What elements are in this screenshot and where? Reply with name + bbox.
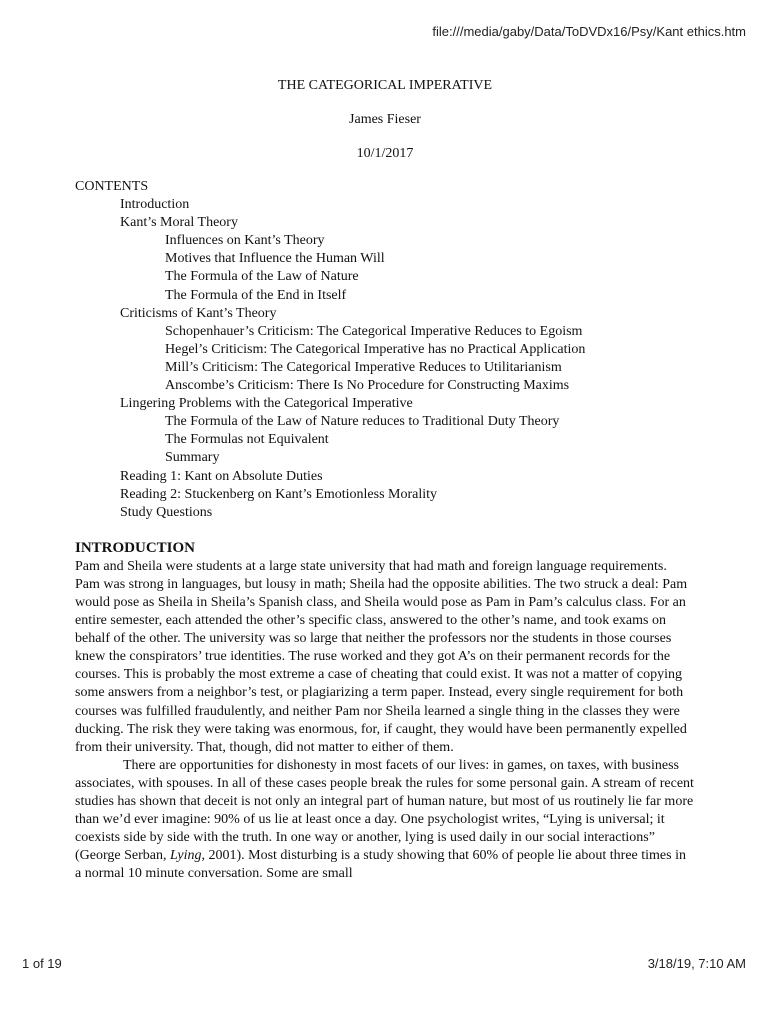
- page-number: 1 of 19: [22, 956, 62, 971]
- toc-item[interactable]: Reading 2: Stuckenberg on Kant’s Emotionless Morality: [120, 486, 438, 502]
- contents-heading: CONTENTS: [75, 179, 149, 194]
- toc-item[interactable]: Schopenhauer’s Criticism: The Categorical Imperative Reduces to Egoism: [165, 323, 583, 339]
- toc-item[interactable]: The Formula of the End in Itself: [165, 287, 347, 303]
- document-title: THE CATEGORICAL IMPERATIVE: [277, 78, 493, 93]
- document-author: James Fieser: [349, 112, 421, 127]
- introduction-heading: INTRODUCTION: [75, 539, 196, 556]
- para2-text-before: There are opportunities for dishonesty in most facets of our lives: in games, on taxes, with business associates, with spouses. In all of these cases people break the rules for some personal gain. A stream of recent studies has shown that deceit is not only an integral part of human nature, but most of us routinely lie far more than we’d ever imagine: 90% of us lie at least once a day. One psychologist writes, “Lying is universal; it coexists side by side with the truth. In one way or another, lying is used daily in our social interactions” (George Serban,: [75, 757, 694, 864]
- toc-item[interactable]: Influences on Kant’s Theory: [165, 233, 325, 249]
- toc-item[interactable]: Study Questions: [120, 504, 213, 520]
- toc-item[interactable]: Mill’s Criticism: The Categorical Imperative Reduces to Utilitarianism: [165, 359, 562, 375]
- toc-item[interactable]: Criticisms of Kant’s Theory: [120, 305, 277, 321]
- para2-text-after: , 2001). Most disturbing is a study showing that 60% of people lie about three times in a normal 10 minute conversation. Some are small: [75, 848, 686, 882]
- print-timestamp: 3/18/19, 7:10 AM: [647, 956, 746, 971]
- toc-item[interactable]: The Formula of the Law of Nature: [165, 269, 359, 285]
- toc-item[interactable]: Lingering Problems with the Categorical Imperative: [120, 396, 413, 412]
- toc-item[interactable]: Reading 1: Kant on Absolute Duties: [120, 468, 323, 484]
- intro-paragraph-2: [75, 757, 695, 884]
- table-of-contents: [75, 178, 695, 522]
- toc-item[interactable]: Kant’s Moral Theory: [120, 215, 238, 231]
- toc-item[interactable]: The Formula of the Law of Nature reduces to Traditional Duty Theory: [165, 414, 560, 430]
- document-page: [75, 78, 695, 883]
- book-title-italic: Lying: [170, 848, 202, 864]
- toc-item[interactable]: Hegel’s Criticism: The Categorical Imperative has no Practical Application: [165, 341, 586, 357]
- file-url: file:///media/gaby/Data/ToDVDx16/Psy/Kant ethics.htm: [432, 24, 746, 39]
- toc-item[interactable]: Introduction: [120, 197, 190, 213]
- toc-item[interactable]: Motives that Influence the Human Will: [165, 251, 385, 267]
- toc-list: [75, 196, 695, 522]
- intro-paragraph-1: Pam and Sheila were students at a large state university that had math and foreign language requirements. Pam was strong in languages, but lousy in math; Sheila had the opposite abilities. The two struck a deal: Pam would pose as Sheila in Sheila’s Spanish class, and Sheila would pose as Pam in Pam’s calculus class. For an entire semester, each attended the other’s specific class, answered to the other’s name, and took exams on behalf of the other. The university was so large that neither the professors nor the students in those courses knew the conspirators’ true identities. The ruse worked and they got A’s on their permanent records for the courses. This is probably the most extreme a case of cheating that could exist. It was not a matter of copying some answers from a neighbor’s test, or plagiarizing a term paper. Instead, every single requirement for both courses was fulfilled fraudulently, and neither Pam nor Sheila learned a single thing in the classes they were ducking. The risk they were taking was enormous, for, if caught, they would have been permanently expelled from their university. That, though, did not matter to either of them.: [75, 558, 688, 755]
- toc-item[interactable]: Summary: [165, 450, 220, 466]
- document-date: 10/1/2017: [356, 146, 414, 161]
- toc-item[interactable]: The Formulas not Equivalent: [165, 432, 329, 448]
- toc-item[interactable]: Anscombe’s Criticism: There Is No Procedure for Constructing Maxims: [165, 378, 570, 394]
